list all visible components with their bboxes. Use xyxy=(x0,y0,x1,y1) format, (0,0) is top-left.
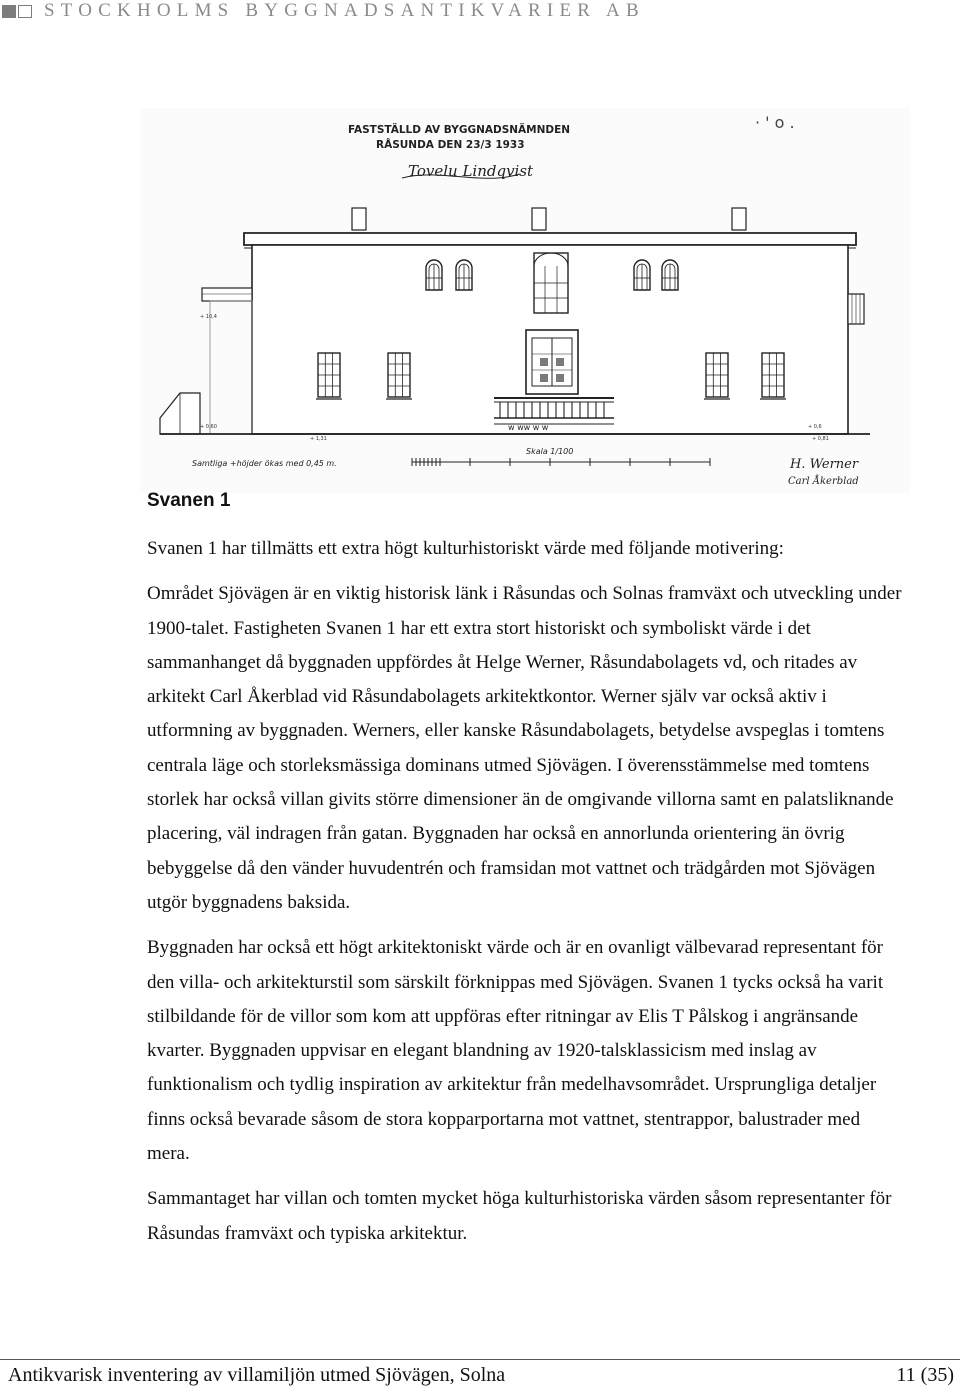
svg-text:RÅSUNDA DEN 23/3 1933: RÅSUNDA DEN 23/3 1933 xyxy=(376,139,525,151)
company-name: STOCKHOLMS BYGGNADSANTIKVARIER AB xyxy=(44,0,645,21)
svg-text:+ 0,81: + 0,81 xyxy=(812,436,829,442)
summary-paragraph: Sammantaget har villan och tomten mycket höga kulturhistoriska värden såsom representanter för Råsundas framväxt och typiska arkitektur. xyxy=(147,1188,892,1244)
page-footer xyxy=(0,1359,960,1388)
svg-text:+ 1,31: + 1,31 xyxy=(310,436,327,442)
building-elevation-drawing xyxy=(140,108,910,493)
svg-text:FASTSTÄLLD AV BYGGNADSNÄMNDEN: FASTSTÄLLD AV BYGGNADSNÄMNDEN xyxy=(348,124,571,136)
intro-paragraph: Svanen 1 har tillmätts ett extra högt kulturhistoriskt värde med följande motivering: xyxy=(147,538,784,559)
svg-text:Samtliga +höjder ökas med 0,45: Samtliga +höjder ökas med 0,45 m. xyxy=(192,459,337,468)
section-title: Svanen 1 xyxy=(147,490,231,511)
page-header xyxy=(0,0,960,22)
footer-document-title: Antikvarisk inventering av villamiljön utmed Sjövägen, Solna xyxy=(8,1364,506,1386)
svg-text:· ' o .: · ' o . xyxy=(755,113,795,132)
svg-text:Carl Åkerblad: Carl Åkerblad xyxy=(788,476,859,487)
svg-text:Skala 1/100: Skala 1/100 xyxy=(526,447,574,456)
svg-text:+ 0,60: + 0,60 xyxy=(200,424,217,430)
svg-text:H. Werner: H. Werner xyxy=(790,457,859,472)
footer-page-number: 11 (35) xyxy=(896,1364,954,1386)
svg-text:+ 10,4: + 10,4 xyxy=(200,314,217,320)
svg-text:Tovelu Lindqvist: Tovelu Lindqvist xyxy=(408,162,534,180)
motivation-paragraph: Området Sjövägen är en viktig historisk länk i Råsundas och Solnas framväxt och utveckling under 1900-talet. Fastigheten Svanen 1 har ett extra stort historiskt och symboliskt värde i det sammanhanget då byggnaden uppfördes åt Helge Werner, Råsundabolagets vd, och ritades av arkitekt Carl Åkerblad vid Råsundabolagets arkitektkontor. Werner själv var också aktiv i utformning av byggnaden. Werners, eller kanske Råsundabolagets, betydelse avspeglas i tomtens centrala läge och storleksmässiga dominans utmed Sjövägen. I överensstämmelse med tomtens storlek har också villan givits större dimensioner än de omgivande villorna samt en palatsliknande placering, väl indragen från gatan. Byggnaden har också en annorlunda orientering än övrig bebyggelse då den vänder huvudentrén och framsidan mot vattnet och trädgården mot Sjövägen utgör byggnadens baksida. xyxy=(147,583,902,913)
body-text xyxy=(147,532,902,1262)
company-logo-icon xyxy=(2,5,32,18)
svg-text:+ 0,6: + 0,6 xyxy=(808,424,822,430)
svg-text:w ww w w: w ww w w xyxy=(508,423,549,432)
architecture-paragraph: Byggnaden har också ett högt arkitektoniskt värde och är en ovanligt välbevarad representant för den villa- och arkitekturstil som särskilt förknippas med Sjövägen. Svanen 1 tycks också ha varit stilbildande för de villor som kom att uppföras efter ritningar av Elis T Pålskog i angränsande kvarter. Byggnaden uppvisar en elegant blandning av 1920-talsklassicism med inslag av funktionalism och tydlig inspiration av arkitektur från medelhavsområdet. Ursprungliga detaljer finns också bevarade såsom de stora kopparportarna mot vattnet, stentrappor, balustrader med mera. xyxy=(147,937,884,1165)
